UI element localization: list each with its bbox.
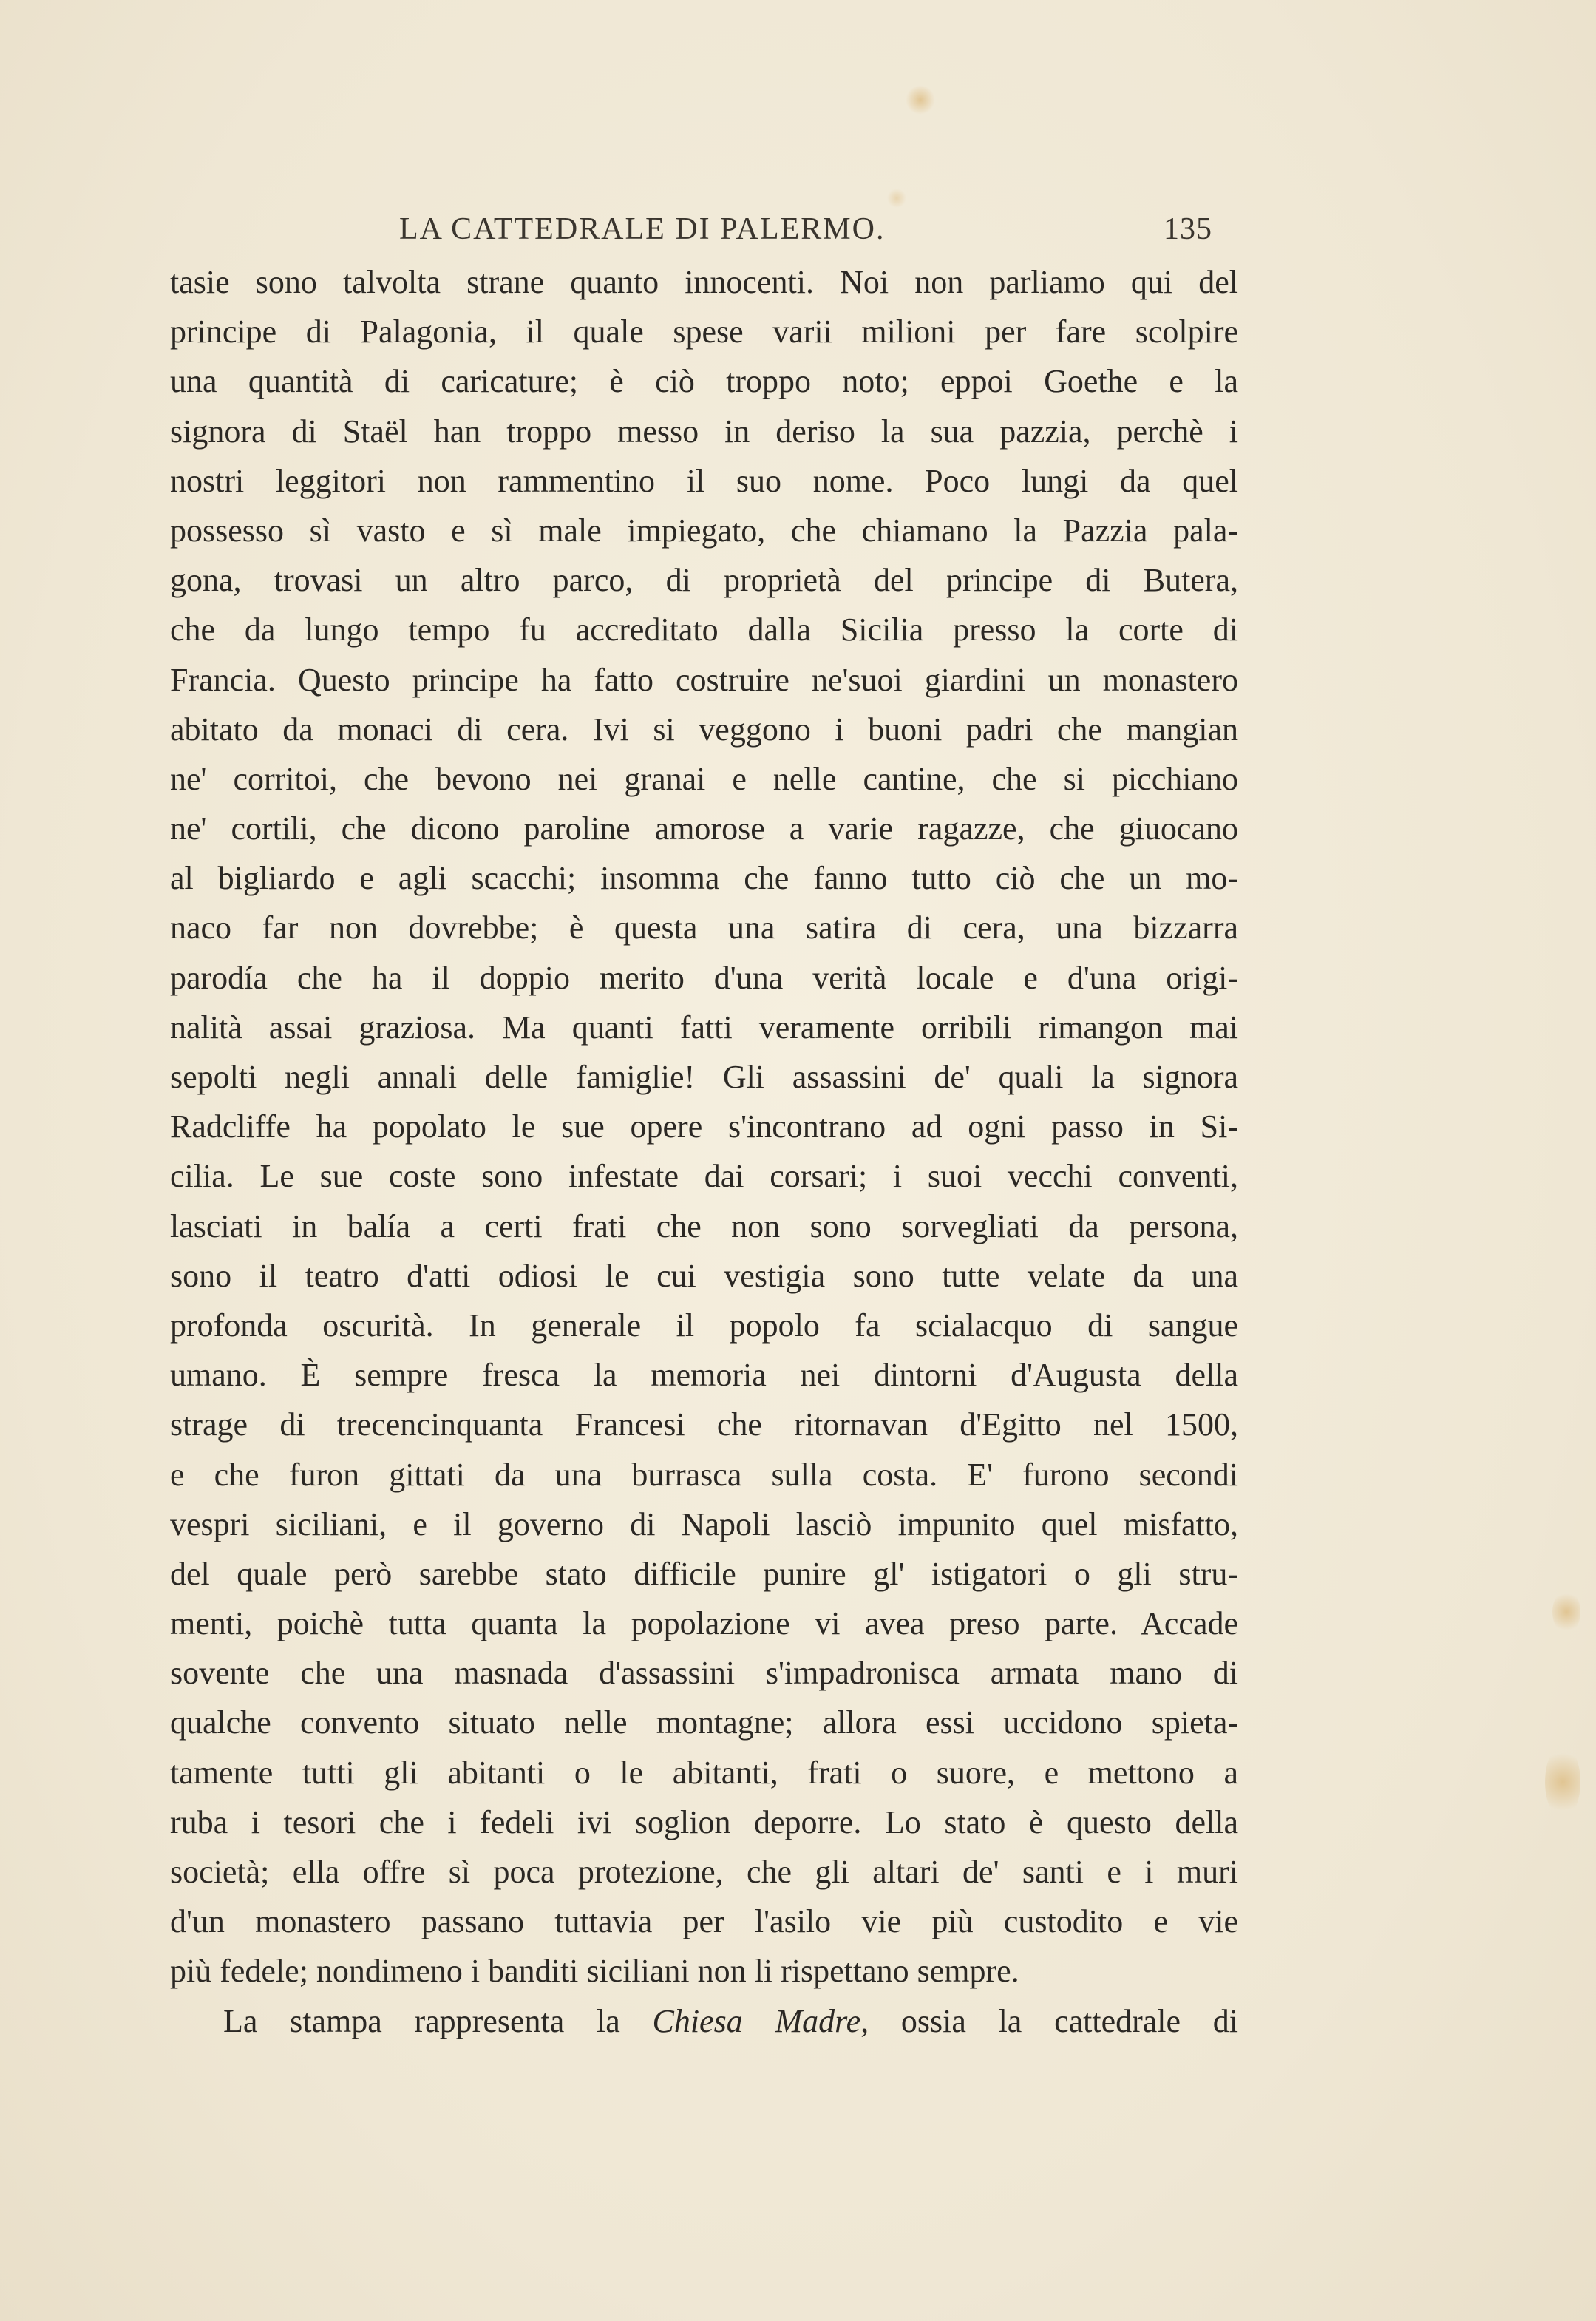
text-line: menti, poichè tutta quanta la popolazione vi avea preso parte. Accade xyxy=(170,1605,1238,1642)
text-line: abitato da monaci di cera. Ivi si veggono i buoni padri che mangian xyxy=(170,711,1238,748)
text-line: principe di Palagonia, il quale spese varii milioni per fare scolpire xyxy=(170,314,1238,350)
running-head-title: LA CATTEDRALE DI PALERMO. xyxy=(399,212,886,246)
text-line: gona, trovasi un altro parco, di proprietà del principe di Butera, xyxy=(170,562,1238,599)
text-line: sepolti negli annali delle famiglie! Gli assassini de' quali la signora xyxy=(170,1059,1238,1095)
text-line: tamente tutti gli abitanti o le abitanti, frati o suore, e mettono a xyxy=(170,1754,1238,1791)
text-line: ne' corritoi, che bevono nei granai e nelle cantine, che si picchiano xyxy=(170,760,1238,797)
text-line: ruba i tesori che i fedeli ivi soglion deporre. Lo stato è questo della xyxy=(170,1803,1238,1840)
paper-stain xyxy=(906,85,935,115)
text-line: parodía che ha il doppio merito d'una verità locale e d'una origi- xyxy=(170,959,1238,996)
text-line: possesso sì vasto e sì male impiegato, che chiamano la Pazzia pala- xyxy=(170,512,1238,549)
text-segment: , ossia la cattedrale di xyxy=(860,2002,1238,2039)
page-number: 135 xyxy=(1164,212,1212,246)
text-line: una quantità di caricature; è ciò troppo noto; eppoi Goethe e la xyxy=(170,363,1238,400)
text-line: del quale però sarebbe stato difficile punire gl' istigatori o gli stru- xyxy=(170,1555,1238,1592)
text-line: naco far non dovrebbe; è questa una satira di cera, una bizzarra xyxy=(170,909,1238,946)
text-line: profonda oscurità. In generale il popolo fa scialacquo di sangue xyxy=(170,1307,1238,1344)
text-line: al bigliardo e agli scacchi; insomma che fanno tutto ciò che un mo- xyxy=(170,860,1238,897)
text-line: qualche convento situato nelle montagne; allora essi uccidono spieta- xyxy=(170,1704,1238,1741)
text-line: strage di trecencinquanta Francesi che ritornavan d'Egitto nel 1500, xyxy=(170,1406,1238,1443)
paper-stain xyxy=(1552,1590,1580,1634)
text-line: signora di Staël han troppo messo in deriso la sua pazzia, perchè i xyxy=(170,413,1238,450)
text-line: che da lungo tempo fu accreditato dalla Sicilia presso la corte di xyxy=(170,611,1238,648)
text-segment: La stampa rappresenta la xyxy=(223,2002,653,2039)
text-line: ne' cortili, che dicono paroline amorose a varie ragazze, che giuocano xyxy=(170,810,1238,847)
running-head xyxy=(399,211,1227,256)
paper-stain xyxy=(1545,1745,1580,1819)
text-line: vespri siciliani, e il governo di Napoli lasciò impunito quel misfatto, xyxy=(170,1505,1238,1542)
text-line: d'un monastero passano tuttavia per l'asilo vie più custodito e vie xyxy=(170,1903,1238,1940)
text-line: nostri leggitori non rammentino il suo nome. Poco lungi da quel xyxy=(170,462,1238,499)
text-line-final xyxy=(170,1996,1238,2046)
text-line: cilia. Le sue coste sono infestate dai corsari; i suoi vecchi conventi, xyxy=(170,1158,1238,1195)
text-line: società; ella offre sì poca protezione, che gli altari de' santi e i muri xyxy=(170,1854,1238,1890)
text-line: e che furon gittati da una burrasca sulla costa. E' furono secondi xyxy=(170,1456,1238,1493)
body-text xyxy=(170,257,1238,2046)
text-line: sono il teatro d'atti odiosi le cui vestigia sono tutte velate da una xyxy=(170,1257,1238,1294)
text-line: umano. È sempre fresca la memoria nei dintorni d'Augusta della xyxy=(170,1357,1238,1394)
text-line: nalità assai graziosa. Ma quanti fatti veramente orribili rimangon mai xyxy=(170,1009,1238,1046)
text-line: lasciati in balía a certi frati che non sono sorvegliati da persona, xyxy=(170,1207,1238,1244)
text-line: tasie sono talvolta strane quanto innocenti. Noi non parliamo qui del xyxy=(170,264,1238,300)
paper-stain xyxy=(887,189,906,208)
text-line: più fedele; nondimeno i banditi siciliani non li rispettano sempre. xyxy=(170,1953,1019,1990)
text-line: Francia. Questo principe ha fatto costruire ne'suoi giardini un monastero xyxy=(170,661,1238,698)
text-line: sovente che una masnada d'assassini s'impadronisca armata mano di xyxy=(170,1655,1238,1692)
italic-title: Chiesa Madre xyxy=(652,2002,861,2039)
text-line: Radcliffe ha popolato le sue opere s'incontrano ad ogni passo in Si- xyxy=(170,1108,1238,1145)
